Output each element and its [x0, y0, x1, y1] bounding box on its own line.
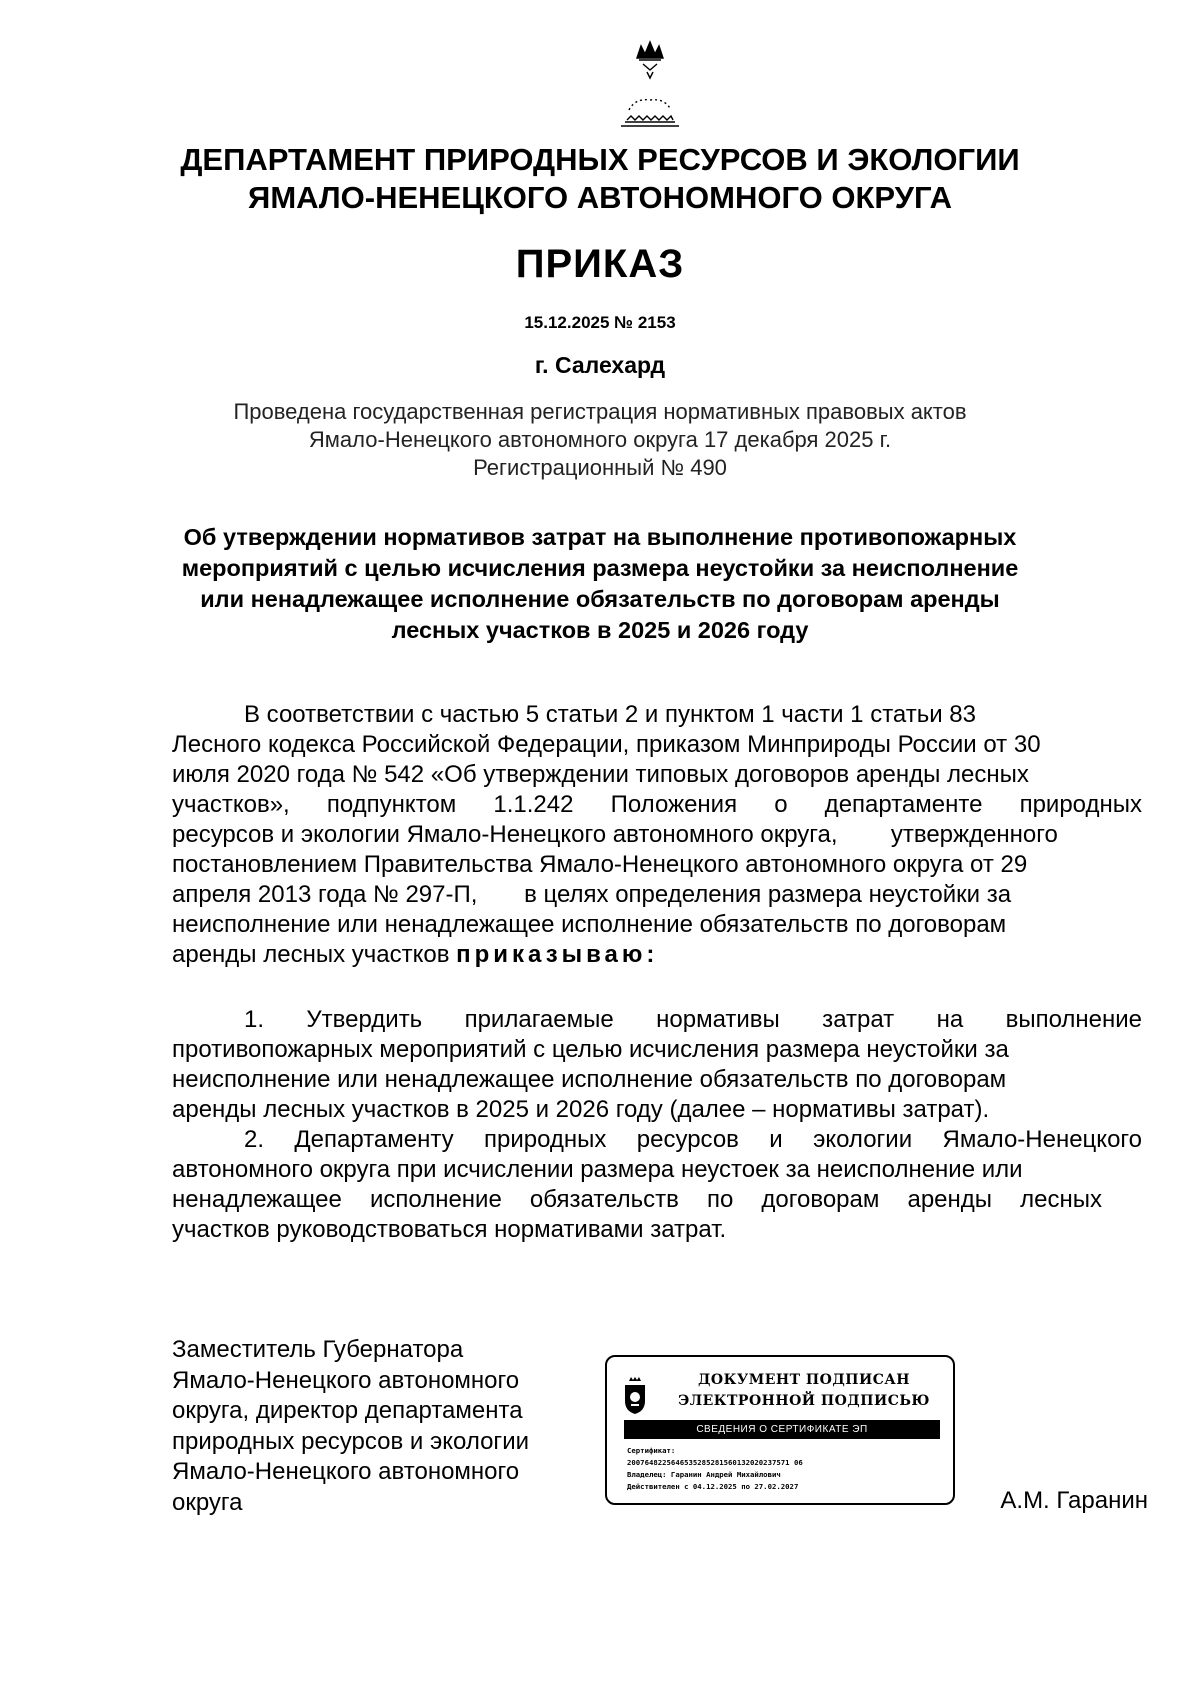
registration-note: [200, 398, 1000, 482]
item-2-line: ненадлежащее исполнение обязательств по договорам аренды лесных: [172, 1186, 1102, 1213]
preamble-line-last: [172, 940, 1142, 970]
order-items: [172, 1005, 1142, 1245]
signatory-position: [172, 1335, 529, 1518]
subject-line: или ненадлежащее исполнение обязательств по договорам аренды: [200, 586, 1000, 612]
registration-line: Проведена государственная регистрация нормативных правовых актов: [233, 399, 967, 424]
preamble-paragraph: [172, 700, 1142, 970]
position-line: природных ресурсов и экологии: [172, 1427, 529, 1455]
document-subject: [140, 522, 1060, 646]
item-1-line: противопожарных мероприятий с целью исчисления размера неустойки за: [172, 1036, 1009, 1063]
item-1-line: 1. Утвердить прилагаемые нормативы затрат на выполнение: [244, 1006, 1142, 1033]
preamble-line: июля 2020 года № 542 «Об утверждении типовых договоров аренды лесных: [172, 761, 1029, 788]
item-1-line: неисполнение или ненадлежащее исполнение обязательств по договорам: [172, 1066, 1007, 1093]
stamp-heading-line: ЭЛЕКТРОННОЙ ПОДПИСЬЮ: [678, 1393, 930, 1409]
preamble-line: Лесного кодекса Российской Федерации, приказом Минприроды России от 30: [172, 731, 1041, 758]
stamp-certificate-info: [627, 1445, 803, 1493]
document-type: ПРИКАЗ: [515, 242, 685, 286]
subject-line: лесных участков в 2025 и 2026 году: [391, 617, 809, 643]
preamble-line: В соответствии с частью 5 статьи 2 и пунктом 1 части 1 статьи 83: [244, 701, 976, 728]
position-line: округа, директор департамента: [172, 1397, 523, 1424]
order-word: приказываю: [456, 941, 647, 968]
position-line: округа: [172, 1488, 243, 1516]
preamble-line: ресурсов и экологии Ямало-Ненецкого автономного округа, утвержденного: [172, 821, 1058, 848]
subject-line: Об утверждении нормативов затрат на выполнение противопожарных: [183, 524, 1017, 550]
order-colon: :: [646, 941, 655, 968]
document-city: г. Салехард: [534, 352, 666, 378]
cert-owner: Владелец: Гаранин Андрей Михайлович: [627, 1470, 781, 1479]
item-2-line: автономного округа при исчислении размера неустоек за неисполнение или: [172, 1156, 1023, 1183]
position-line: Заместитель Губернатора: [172, 1336, 464, 1363]
preamble-text: аренды лесных участков: [172, 941, 450, 968]
preamble-line: участков», подпунктом 1.1.242 Положения о департаменте природных: [172, 791, 1142, 818]
cert-number: 2007648225646535285281560132020237571 06: [627, 1458, 803, 1467]
stamp-heading: [659, 1370, 949, 1412]
stamp-heading-line: ДОКУМЕНТ ПОДПИСАН: [697, 1372, 910, 1388]
department-name-line1: ДЕПАРТАМЕНТ ПРИРОДНЫХ РЕСУРСОВ И ЭКОЛОГИИ: [180, 142, 1020, 177]
coat-of-arms-icon: [615, 40, 685, 140]
position-line: Ямало-Ненецкого автономного: [172, 1458, 520, 1485]
item-1-line: аренды лесных участков в 2025 и 2026 году (далее – нормативы затрат).: [172, 1096, 990, 1123]
preamble-line: неисполнение или ненадлежащее исполнение обязательств по договорам: [172, 911, 1007, 938]
electronic-signature-stamp: [605, 1355, 955, 1505]
subject-line: мероприятий с целью исчисления размера неустойки за неисполнение: [181, 555, 1019, 581]
registration-line: Ямало-Ненецкого автономного округа 17 декабря 2025 г.: [308, 427, 892, 452]
signatory-name: А.М. Гаранин: [1000, 1487, 1148, 1514]
preamble-line: постановлением Правительства Ямало-Ненецкого автономного округа от 29: [172, 851, 1028, 878]
department-name-line2: ЯМАЛО-НЕНЕЦКОГО АВТОНОМНОГО ОКРУГА: [248, 180, 952, 215]
cert-validity: Действителен с 04.12.2025 по 27.02.2027: [627, 1482, 799, 1491]
preamble-line: апреля 2013 года № 297-П, в целях определения размера неустойки за: [172, 881, 1012, 908]
cert-label: Сертификат:: [627, 1446, 676, 1455]
emblem-icon: [621, 1377, 649, 1415]
registration-line: Регистрационный № 490: [473, 455, 727, 480]
item-2-line: участков руководствоваться нормативами затрат.: [172, 1216, 727, 1243]
document-date-number: 15.12.2025 № 2153: [524, 313, 676, 332]
item-2-line: 2. Департаменту природных ресурсов и экологии Ямало-Ненецкого: [244, 1126, 1142, 1153]
stamp-certificate-bar: СВЕДЕНИЯ О СЕРТИФИКАТЕ ЭП: [624, 1420, 940, 1439]
position-line: Ямало-Ненецкого автономного: [172, 1366, 520, 1394]
